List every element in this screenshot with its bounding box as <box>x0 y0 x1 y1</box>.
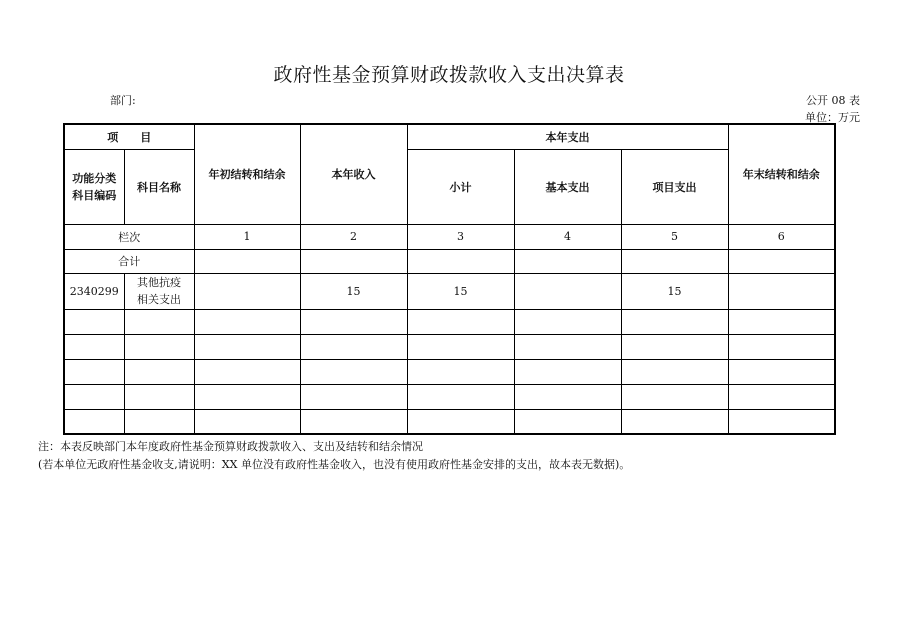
column-index-number: 5 <box>621 224 728 249</box>
table-row <box>64 273 835 309</box>
total-cell <box>621 249 728 273</box>
header-project-expense: 项目支出 <box>621 149 728 224</box>
column-index-number: 4 <box>514 224 621 249</box>
empty-row <box>64 409 835 434</box>
total-cell <box>728 249 835 273</box>
unit-label: 单位：万元 <box>805 111 860 124</box>
empty-row <box>64 309 835 334</box>
row-carry-begin <box>194 273 300 309</box>
budget-table <box>63 123 836 435</box>
header-carry-end: 年末结转和结余 <box>728 124 835 224</box>
note-line-1: 注：本表反映部门本年度政府性基金预算财政拨款收入、支出及结转和结余情况 <box>38 440 423 453</box>
column-index-row <box>64 224 835 249</box>
row-subtotal: 15 <box>407 273 514 309</box>
column-index-label: 栏次 <box>64 224 194 249</box>
empty-row <box>64 359 835 384</box>
header-basic-expense: 基本支出 <box>514 149 621 224</box>
header-subject-name: 科目名称 <box>124 149 194 224</box>
total-cell <box>194 249 300 273</box>
page-title: 政府性基金预算财政拨款收入支出决算表 <box>273 64 625 86</box>
empty-row <box>64 334 835 359</box>
row-code: 2340299 <box>64 273 124 309</box>
row-project: 15 <box>621 273 728 309</box>
total-row <box>64 249 835 273</box>
header-income: 本年收入 <box>300 124 407 224</box>
row-income: 15 <box>300 273 407 309</box>
total-cell <box>300 249 407 273</box>
total-cell <box>514 249 621 273</box>
note-line-2: (若本单位无政府性基金收支,请说明：XX 单位没有政府性基金收入，也没有使用政府性基金安排的支出，故本表无数据)。 <box>38 458 631 471</box>
form-number: 公开 08 表 <box>806 94 860 107</box>
column-index-number: 2 <box>300 224 407 249</box>
total-cell <box>407 249 514 273</box>
header-item: 项 目 <box>64 124 194 149</box>
column-index-number: 3 <box>407 224 514 249</box>
total-label: 合计 <box>64 249 194 273</box>
header-func-code: 功能分类 科目编码 <box>64 149 124 224</box>
column-index-number: 6 <box>728 224 835 249</box>
header-expense-group: 本年支出 <box>407 124 728 149</box>
header-carry-begin: 年初结转和结余 <box>194 124 300 224</box>
column-index-number: 1 <box>194 224 300 249</box>
row-basic <box>514 273 621 309</box>
row-subject-name: 其他抗疫 相关支出 <box>124 273 194 309</box>
row-carry-end <box>728 273 835 309</box>
department-label: 部门: <box>110 94 136 107</box>
empty-row <box>64 384 835 409</box>
header-subtotal: 小计 <box>407 149 514 224</box>
